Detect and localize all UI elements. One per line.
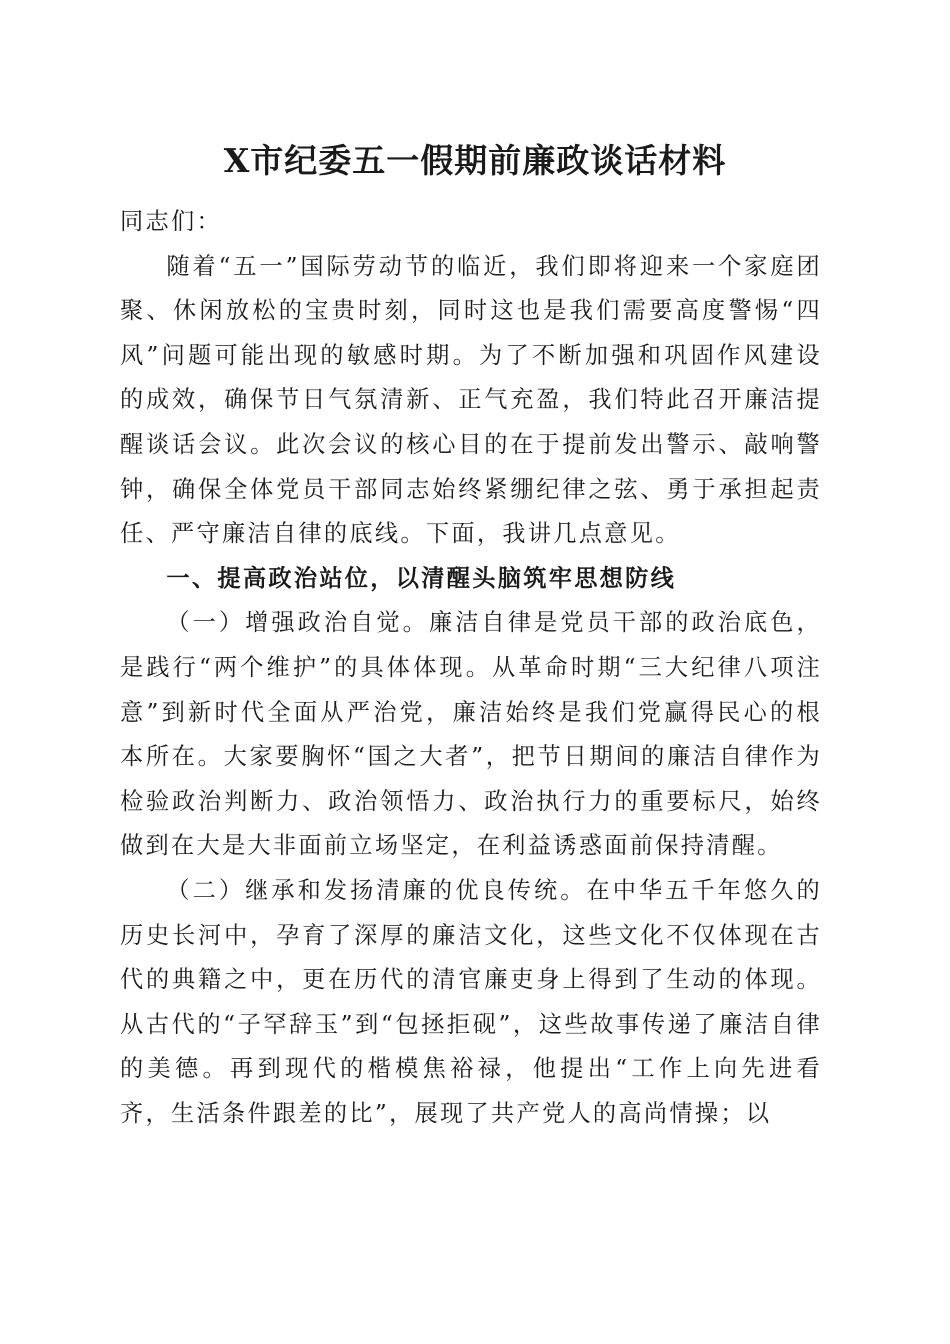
item-2-body: 在中华五千年悠久的历史长河中，孕育了深厚的廉洁文化，这些文化不仅体现在古代的典籍之中，更在历代的清官廉吏身上得到了生动的体现。从古代的“子罕辞玉”到“包拯拒砚”，这些故事传递了廉洁自律的美德。再到现代的楷模焦裕禄，他提出“工作上向先进看齐，生活条件跟差的比”，展现了共产党人的高尚情操；以 — [120, 876, 822, 1127]
document-body — [120, 200, 822, 1136]
document-title: X市纪委五一假期前廉政谈话材料 — [223, 141, 727, 180]
paragraph-item-2 — [120, 869, 822, 1137]
salutation: 同志们： — [120, 208, 222, 235]
section-heading-1: 一、提高政治站位，以清醒头脑筑牢思想防线 — [166, 564, 677, 592]
paragraph-item-1 — [120, 601, 822, 869]
item-1-body: 廉洁自律是党员干部的政治底色，是践行“两个维护”的具体体现。从革命时期“三大纪律八项注意”到新时代全面从严治党，廉洁始终是我们党赢得民心的根本所在。大家要胸怀“国之大者”，把节日期间的廉洁自律作为检验政治判断力、政治领悟力、政治执行力的重要标尺，始终做到在大是大非面前立场坚定，在利益诱惑面前保持清醒。 — [120, 609, 823, 860]
intro-paragraph: 随着“五一”国际劳动节的临近，我们即将迎来一个家庭团聚、休闲放松的宝贵时刻，同时这也是我们需要高度警惕“四风”问题可能出现的敏感时期。为了不断加强和巩固作风建设的成效，确保节日气氛清新、正气充盈，我们特此召开廉洁提醒谈话会议。此次会议的核心目的在于提前发出警示、敲响警钟，确保全体党员干部同志始终紧绷纪律之弦、勇于承担起责任、严守廉洁自律的底线。下面，我讲几点意见。 — [120, 252, 822, 548]
item-1-heading: （一）增强政治自觉。 — [166, 609, 429, 637]
item-2-heading: （二）继承和发扬清廉的优良传统。 — [166, 876, 587, 904]
